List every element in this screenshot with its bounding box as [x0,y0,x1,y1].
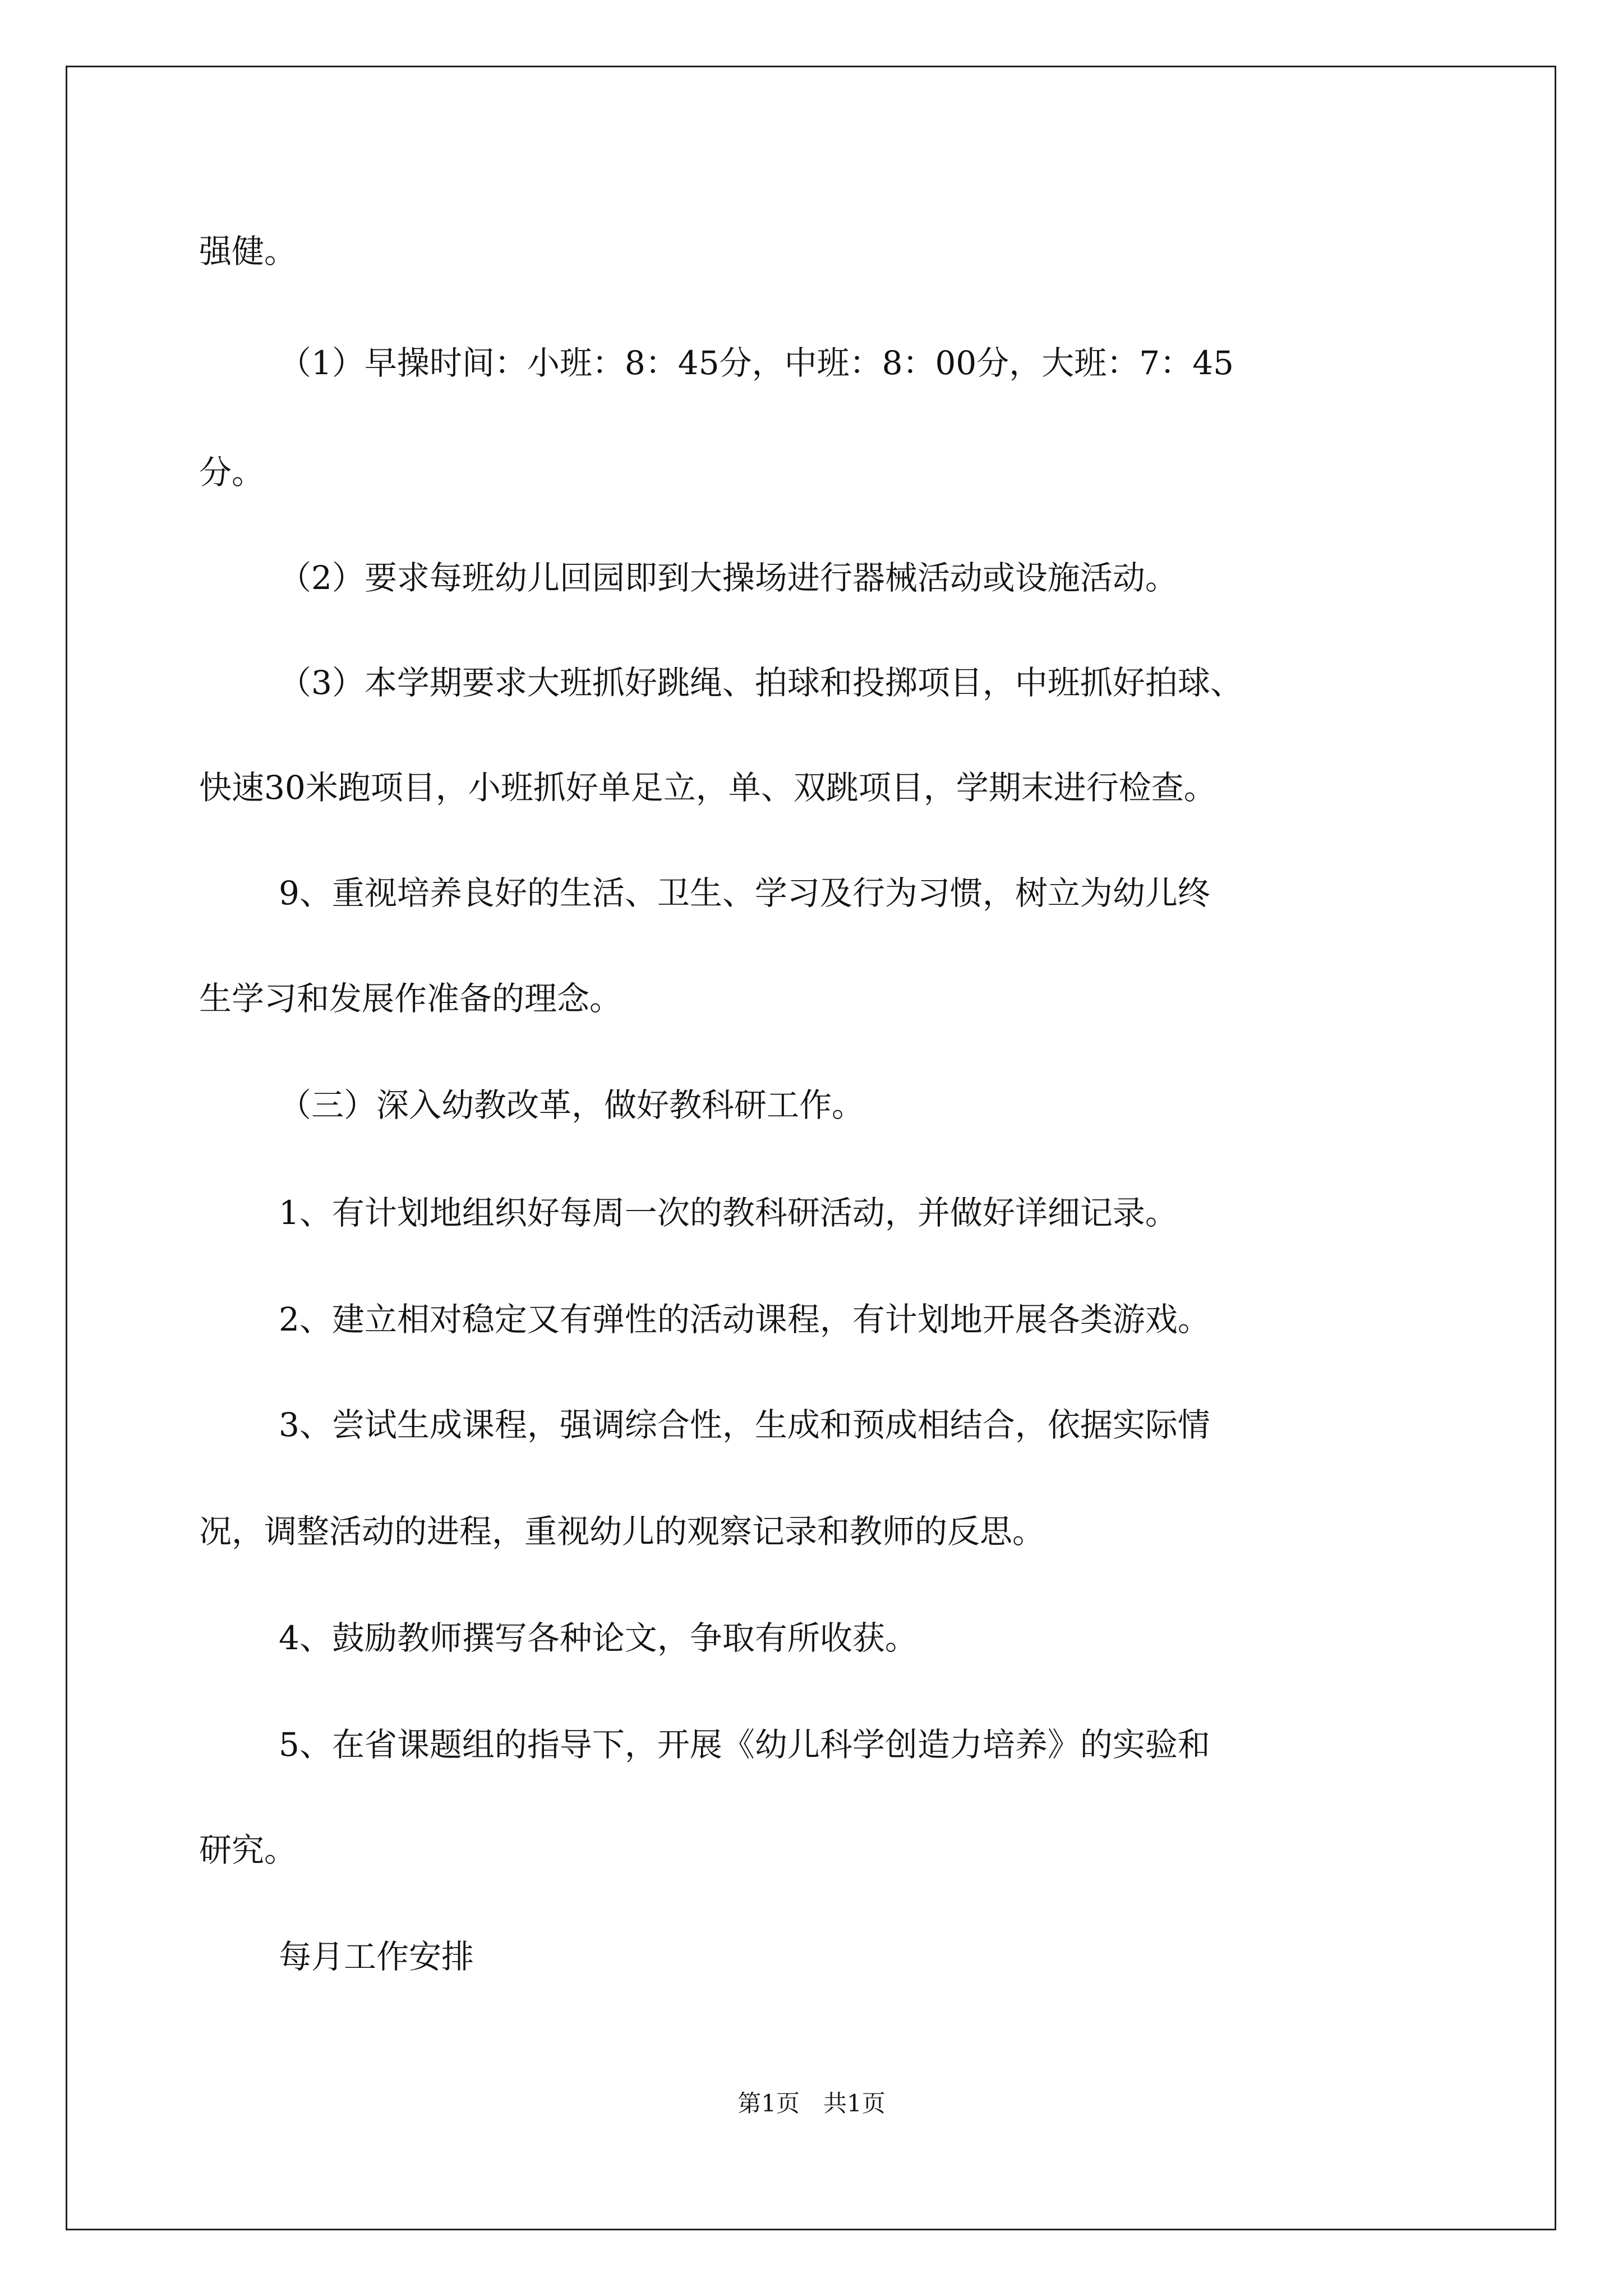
text-line-5: （3）本学期要求大班抓好跳绳、拍球和投掷项目，中班抓好拍球、 [279,664,1243,702]
text-line-7: 9、重视培养良好的生活、卫生、学习及行为习惯，树立为幼儿终 [279,874,1210,912]
page-border [66,66,1556,2230]
text-line-2: （1）早操时间：小班：8：45分，中班：8：00分，大班：7：45 [279,344,1234,382]
text-line-9: （三）深入幼教改革，做好教科研工作。 [279,1086,865,1124]
text-line-14: 4、鼓励教师撰写各种论文，争取有所收获。 [279,1619,917,1657]
text-line-12: 3、尝试生成课程，强调综合性，生成和预成相结合，依据实际情 [279,1406,1210,1444]
text-line-8: 生学习和发展作准备的理念。 [199,979,623,1018]
text-line-11: 2、建立相对稳定又有弹性的活动课程，有计划地开展各类游戏。 [279,1300,1210,1338]
text-line-3: 分。 [199,453,265,491]
text-line-15: 5、在省课题组的指导下，开展《幼儿科学创造力培养》的实验和 [279,1726,1210,1764]
text-line-16: 研究。 [199,1831,297,1869]
text-line-1: 强健。 [199,232,297,270]
text-line-13: 况，调整活动的进程，重视幼儿的观察记录和教师的反思。 [199,1512,1045,1550]
text-line-4: （2）要求每班幼儿回园即到大操场进行器械活动或设施活动。 [279,559,1178,597]
text-line-17: 每月工作安排 [279,1938,474,1976]
page-footer: 第1页 共1页 [737,2090,886,2117]
text-line-10: 1、有计划地组织好每周一次的教科研活动，并做好详细记录。 [279,1194,1178,1232]
text-line-6: 快速30米跑项目，小班抓好单足立，单、双跳项目，学期末进行检查。 [199,769,1216,807]
